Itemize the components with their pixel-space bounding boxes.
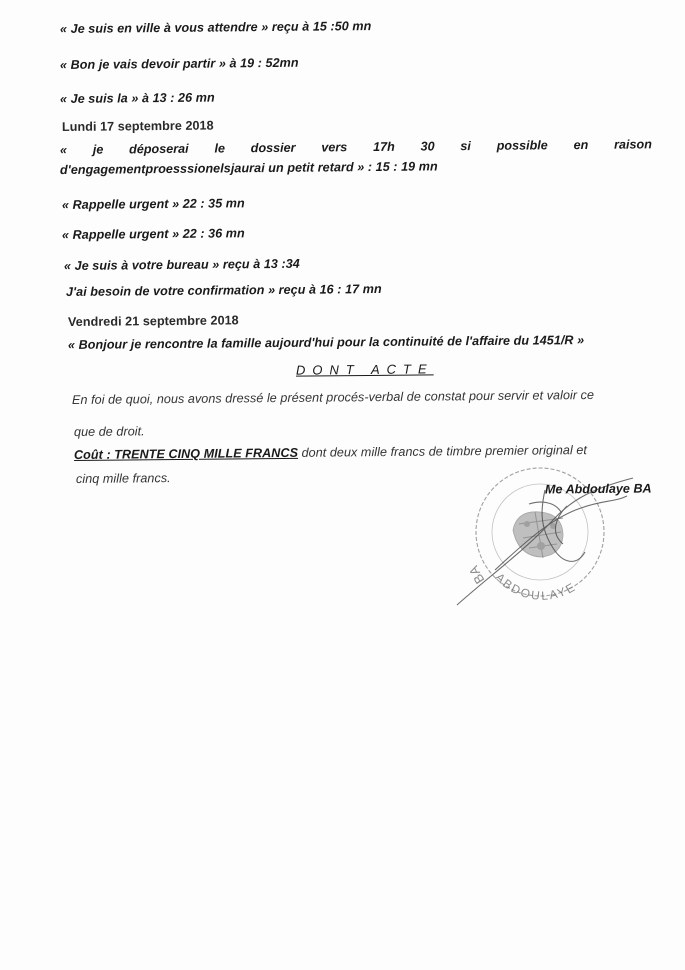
entry-at-your-office: « Je suis à votre bureau » reçu à 13 :34: [63, 256, 300, 273]
long-message-word: 17h: [372, 139, 395, 154]
long-message-word: «: [59, 142, 68, 157]
cost-detail: dont deux mille francs de timbre premier original et: [297, 443, 588, 460]
stamp-text-left: BA: [465, 563, 488, 587]
long-message-line-1: [60, 137, 652, 157]
cost-label: Coût : TRENTE CINQ MILLE FRANCS: [73, 445, 299, 462]
long-message-word: possible: [496, 138, 548, 153]
long-message-line-2: d'engagementproesssionelsjaurai un petit retard » : 15 : 19 mn: [59, 159, 438, 177]
long-message-word: dossier: [250, 140, 296, 156]
date-friday: Vendredi 21 septembre 2018: [67, 313, 239, 329]
long-message-word: raison: [613, 137, 652, 152]
signature-name: Me Abdoulaye BA: [544, 481, 652, 497]
entry-meeting-family: « Bonjour je rencontre la famille aujourd'hui pour la continuité de l'affaire du 1451/R »: [67, 333, 585, 352]
long-message-word: je: [92, 142, 104, 157]
date-monday: Lundi 17 septembre 2018: [61, 118, 214, 134]
long-message-word: 30: [420, 139, 435, 154]
long-message-word: le: [214, 141, 225, 156]
entry-i-am-here: « Je suis la » à 13 : 26 mn: [59, 90, 215, 106]
long-message-word: vers: [321, 140, 348, 155]
long-message-word: déposerai: [129, 141, 189, 157]
long-message-word: en: [573, 137, 589, 153]
entry-need-confirmation: J'ai besoin de votre confirmation » reçu à 16 : 17 mn: [65, 281, 382, 299]
cost-line-2: cinq mille francs.: [75, 471, 171, 486]
section-title: DONT ACTE: [295, 361, 434, 378]
closing-line-1: En foi de quoi, nous avons dressé le présent procés-verbal de constat pour servir et valoir ce: [71, 387, 595, 407]
closing-line-2: que de droit.: [73, 424, 145, 439]
long-message-word: si: [460, 139, 471, 154]
stamp-text-bottom: ABDOULAYE: [492, 570, 579, 603]
entry-call-back-urgent-2: « Rappelle urgent » 22 : 36 mn: [61, 226, 245, 242]
entry-waiting-in-town: « Je suis en ville à vous attendre » reçu à 15 :50 mn: [59, 19, 372, 36]
entry-have-to-leave: « Bon je vais devoir partir » à 19 : 52mn: [59, 55, 299, 72]
entry-call-back-urgent-1: « Rappelle urgent » 22 : 35 mn: [61, 196, 245, 212]
